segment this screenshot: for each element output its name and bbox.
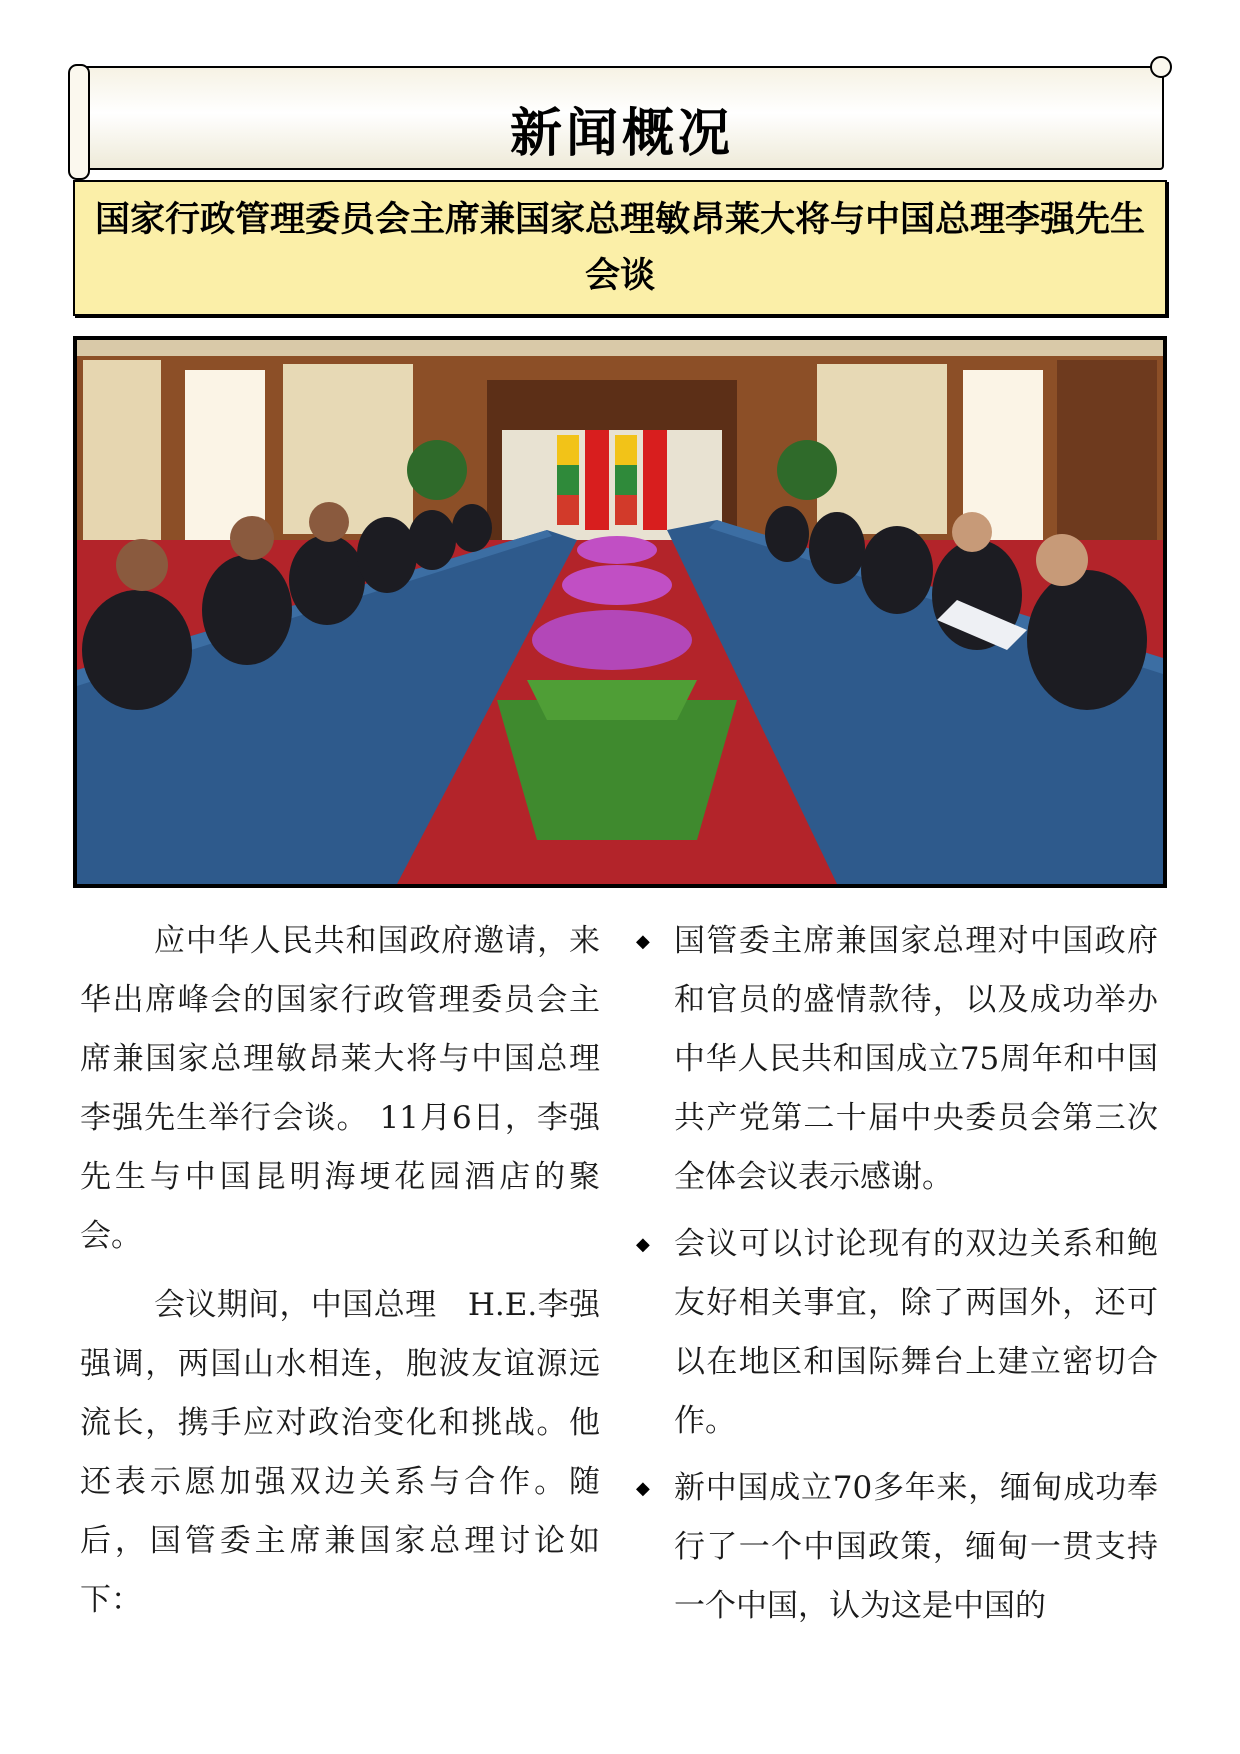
paragraph: 会议期间，中国总理 H.E.李强强调，两国山水相连，胞波友谊源远流长，携手应对政治变化和挑战。他还表示愿加强双边关系与合作。随后，国管委主席兼国家总理讨论如下： <box>80 1287 600 1618</box>
diamond-bullet-icon: ◆ <box>636 931 650 952</box>
bullet-text: 新中国成立70多年来，缅甸成功奉行了一个中国政策，缅甸一贯支持一个中国，认为这是中国的 <box>674 1470 1158 1624</box>
paragraph: 应中华人民共和国政府邀请，来华出席峰会的国家行政管理委员会主席兼国家总理敏昂莱大将与中国总理李强先生举行会谈。 11月6日，李强先生与中国昆明海埂花园酒店的聚会。 <box>80 923 600 1254</box>
section-banner <box>72 56 1172 178</box>
meeting-photo <box>73 336 1167 888</box>
bullet-item <box>632 1215 1158 1451</box>
meeting-photo-illustration <box>77 340 1163 884</box>
bullet-item <box>632 1459 1158 1636</box>
page-title: 新闻概况 <box>509 104 734 164</box>
diamond-bullet-icon: ◆ <box>636 1234 650 1255</box>
bullet-text: 会议可以讨论现有的双边关系和鲍友好相关事宜，除了两国外，还可以在地区和国际舞台上建立密切合作。 <box>674 1226 1158 1439</box>
bullet-item <box>632 912 1158 1207</box>
headline-box <box>73 180 1167 316</box>
scroll-curl-right <box>1150 56 1172 78</box>
bullet-text: 国管委主席兼国家总理对中国政府和官员的盛情款待，以及成功举办中华人民共和国成立75周年和中国共产党第二十届中央委员会第三次全体会议表示感谢。 <box>674 923 1158 1195</box>
article-right-column <box>632 912 1158 1644</box>
diamond-bullet-icon: ◆ <box>636 1478 650 1499</box>
headline: 国家行政管理委员会主席兼国家总理敏昂莱大将与中国总理李强先生会谈 <box>94 200 1145 296</box>
article-left-column <box>80 912 600 1640</box>
